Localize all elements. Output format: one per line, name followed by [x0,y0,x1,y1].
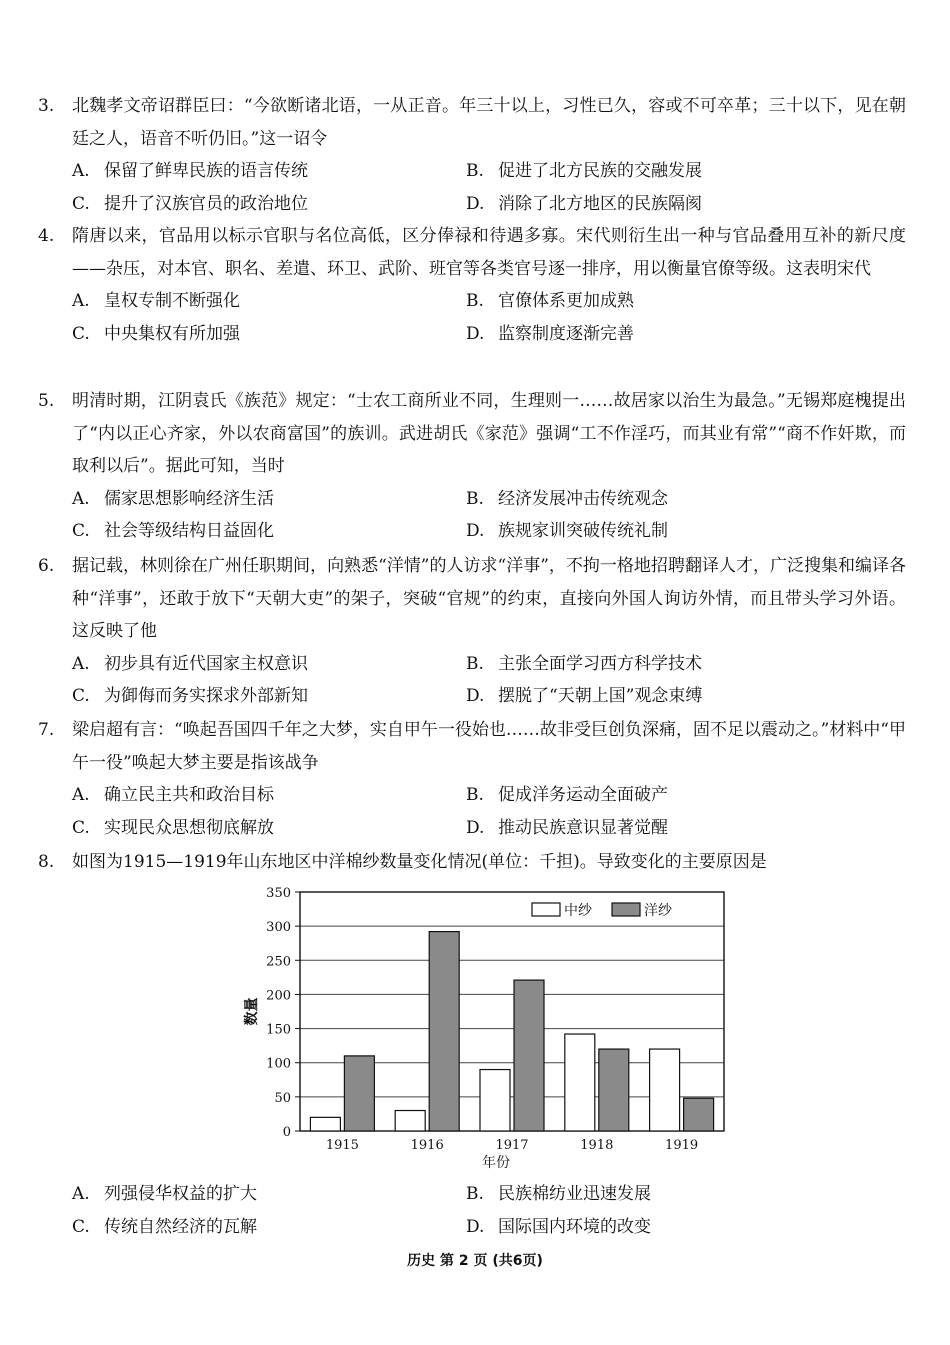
y-tick-label: 0 [282,1125,291,1140]
y-tick-label: 300 [266,920,291,936]
option-d[interactable]: D. 消除了北方地区的民族隔阂 [466,193,702,214]
question-5 [38,385,906,548]
option-a[interactable]: A. 确立民主共和政治目标 [72,785,274,805]
question-number: 8. [38,852,55,872]
question-7 [38,714,906,844]
question-text: 明清时期，江阴袁氏《族范》规定：“士农工商所业不同，生理则一……故居家以治生为最急。”无锡郑庭槐提出了“内以正心齐家，外以农商富国”的族训。武进胡氏《家范》强调“工不作淫巧，而其业有常”“商不作奸欺，而取利以后”。据此可知，当时 [72,391,906,476]
bar-yangsha-1919 [684,1098,714,1131]
x-tick-label: 1915 [325,1138,359,1153]
question-8 [38,846,906,879]
question-stem [38,385,906,483]
x-tick-label: 1918 [580,1138,614,1153]
options [38,779,906,844]
option-a[interactable]: A. 保留了鲜卑民族的语言传统 [72,161,308,181]
option-b[interactable]: B. 官僚体系更加成熟 [466,291,634,311]
y-tick-label: 350 [266,886,291,901]
question-number: 3. [38,96,55,116]
question-text: 隋唐以来，官品用以标示官职与名位高低，区分俸禄和待遇多寡。宋代则衍生出一种与官品叠用互补的新尺度——杂压，对本官、职名、差遣、环卫、武阶、班官等各类官号逐一排序，用以衡量官僚等级。这表明宋代 [72,226,906,279]
option-c[interactable]: C. 实现民众思想彻底解放 [72,817,274,838]
question-stem [38,220,906,285]
question-8-options [38,1178,906,1243]
bar-zhongsha-1918 [565,1034,595,1131]
option-a[interactable]: A. 初步具有近代国家主权意识 [72,653,308,674]
option-c[interactable]: C. 社会等级结构日益固化 [72,521,274,541]
question-6 [38,550,906,713]
option-a[interactable]: A. 儒家思想影响经济生活 [72,488,274,509]
question-number: 6. [38,556,55,576]
option-c[interactable]: C. 提升了汉族官员的政治地位 [72,193,308,214]
legend-label-zhongsha: 中纱 [564,903,592,919]
bar-yangsha-1915 [344,1056,374,1131]
question-stem [38,846,906,879]
y-tick-label: 250 [266,954,291,970]
x-tick-label: 1919 [665,1138,699,1153]
option-c[interactable]: C. 为御侮而务实探求外部新知 [72,686,308,706]
option-d[interactable]: D. 族规家训突破传统礼制 [466,521,668,541]
page-footer: 历史 第 2 页 (共6页) [407,1253,543,1269]
y-axis-label: 数量 [244,997,260,1026]
bar-zhongsha-1915 [310,1117,340,1131]
x-tick-label: 1916 [410,1138,444,1153]
option-d[interactable]: D. 推动民族意识显著觉醒 [466,817,668,838]
bar-yangsha-1918 [599,1049,629,1131]
option-c[interactable]: C. 传统自然经济的瓦解 [72,1216,257,1237]
options [38,155,906,220]
options [38,1178,906,1243]
question-number: 4. [38,226,55,246]
question-stem [38,714,906,779]
option-b[interactable]: B. 经济发展冲击传统观念 [466,488,668,509]
y-tick-label: 50 [274,1090,291,1106]
option-b[interactable]: B. 民族棉纺业迅速发展 [466,1184,651,1204]
question-text: 梁启超有言：“唤起吾国四千年之大梦，实自甲午一役始也……故非受巨创负深痛，固不足以震动之。”材料中“甲午一役”唤起大梦主要是指该战争 [72,720,906,773]
question-number: 5. [38,391,55,411]
question-text: 北魏孝文帝诏群臣曰：“今欲断诸北语，一从正音。年三十以上，习性已久，容或不可卒革；三十以下，见在朝廷之人，语音不听仍旧。”这一诏令 [72,96,906,149]
option-b[interactable]: B. 主张全面学习西方科学技术 [466,653,702,674]
bar-zhongsha-1919 [650,1049,680,1131]
question-text: 如图为1915—1919年山东地区中洋棉纱数量变化情况(单位：千担)。导致变化的主要原因是 [72,852,767,872]
option-c[interactable]: C. 中央集权有所加强 [72,323,240,344]
question-stem [38,90,906,155]
bar-chart [238,880,738,1170]
question-number: 7. [38,720,55,740]
bar-zhongsha-1917 [480,1070,510,1131]
legend-label-yangsha: 洋纱 [644,903,672,919]
y-tick-label: 200 [266,988,291,1004]
x-tick-label: 1917 [495,1138,529,1153]
option-d[interactable]: D. 监察制度逐渐完善 [466,323,634,344]
option-d[interactable]: D. 国际国内环境的改变 [466,1216,651,1237]
legend-swatch-yangsha [612,903,640,916]
option-a[interactable]: A. 列强侵华权益的扩大 [72,1184,257,1204]
question-text: 据记载，林则徐在广州任职期间，向熟悉“洋情”的人访求“洋事”，不拘一格地招聘翻译人才，广泛搜集和编译各种“洋事”，还敢于放下“天朝大吏”的架子，突破“官规”的约束，直接向外国人询访外情，而且带头学习外语。这反映了他 [72,556,906,641]
bar-yangsha-1916 [429,932,459,1131]
bar-zhongsha-1916 [395,1111,425,1131]
option-a[interactable]: A. 皇权专制不断强化 [72,291,240,311]
question-stem [38,550,906,648]
x-axis-label: 年份 [482,1155,510,1170]
y-tick-label: 150 [266,1022,291,1038]
y-tick-label: 100 [266,1056,291,1072]
question-3 [38,90,906,220]
question-4 [38,220,906,350]
options [38,648,906,713]
option-d[interactable]: D. 摆脱了“天朝上国”观念束缚 [466,686,703,706]
bar-yangsha-1917 [514,980,544,1131]
option-b[interactable]: B. 促进了北方民族的交融发展 [466,161,702,181]
legend-swatch-zhongsha [532,903,560,916]
options [38,483,906,548]
option-b[interactable]: B. 促成洋务运动全面破产 [466,785,668,805]
options [38,285,906,350]
